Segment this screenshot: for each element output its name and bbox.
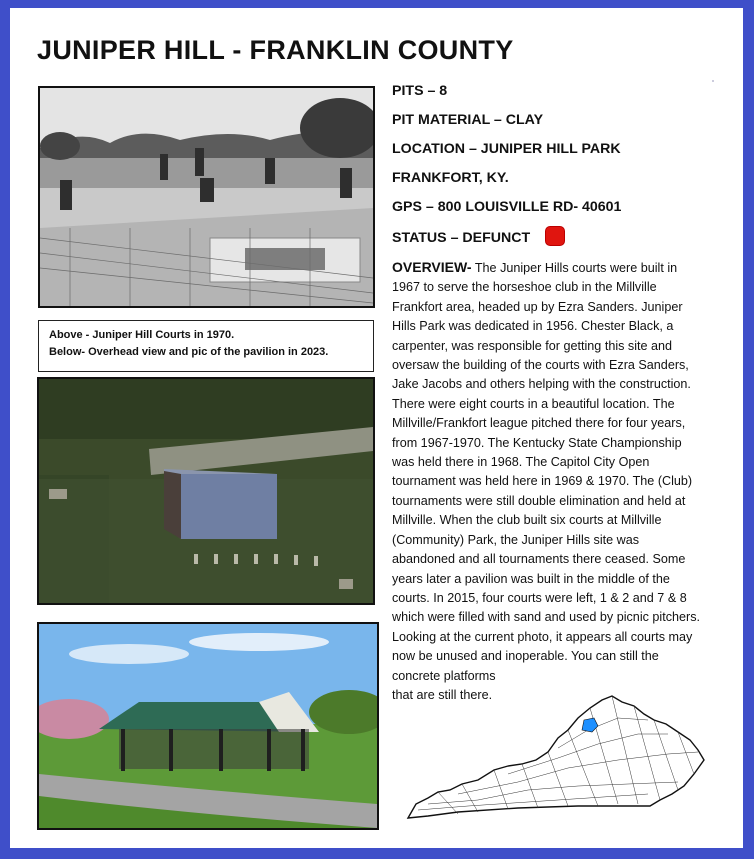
- photo-1970-courts: [38, 86, 375, 308]
- overview-tail: that are still there.: [392, 687, 493, 702]
- photo-overhead-view: [37, 377, 375, 605]
- location: LOCATION – JUNIPER HILL PARK: [392, 141, 621, 157]
- status-indicator-icon: [546, 227, 564, 245]
- caption-line-1: Above - Juniper Hill Courts in 1970.: [49, 329, 235, 341]
- site-facts: [392, 82, 712, 256]
- overview-label: OVERVIEW-: [392, 259, 472, 275]
- photo-pavilion-2023: [37, 622, 379, 830]
- page: [10, 8, 743, 848]
- overview: [392, 258, 700, 705]
- caption-line-2: Below- Overhead view and pic of the pavilion in 2023.: [49, 346, 329, 358]
- kentucky-county-map: [398, 694, 708, 822]
- status-text: STATUS – DEFUNCT: [392, 230, 531, 246]
- overview-body: The Juniper Hills courts were built in 1967 to serve the horseshoe club in the Millville Frankfort area, headed up by Ezra Sanders. Juniper Hills Park was dedicated in 1956. Chester Black, a carpenter, was responsible for getting this site and oversaw the building of the courts with Ezra Sanders, Jake Jacobs and others helping with the construction. There were eight courts in a beautiful location. The Millville/Frankfort league pitched there for four years, from 1967-1970. The Kentucky State Championship was held there in 1968. The Capitol City Open tournament was held here in 1969 & 1970. The (Club) tournaments were still double elimination and held at Millville. When the club built six courts at Millville (Community) Park, the Juniper Hills site was abandoned and all tournaments there ceased. Some years later a pavilion was built in the middle of the courts. In 2015, four courts were left, 1 & 2 and 7 & 8 which were filled with sand and used by picnic pitchers. Looking at the current photo, it appears all courts may now be unused and inoperable. You can still the concrete platforms: [392, 261, 701, 683]
- city: FRANKFORT, KY.: [392, 170, 509, 186]
- gps-address: GPS – 800 LOUISVILLE RD- 40601: [392, 199, 622, 215]
- speck: [712, 80, 714, 82]
- status-row: [392, 227, 712, 256]
- page-title: JUNIPER HILL - FRANKLIN COUNTY: [37, 35, 514, 65]
- photo-caption: [38, 320, 374, 372]
- pit-material: PIT MATERIAL – CLAY: [392, 112, 544, 128]
- pits-count: PITS – 8: [392, 83, 448, 99]
